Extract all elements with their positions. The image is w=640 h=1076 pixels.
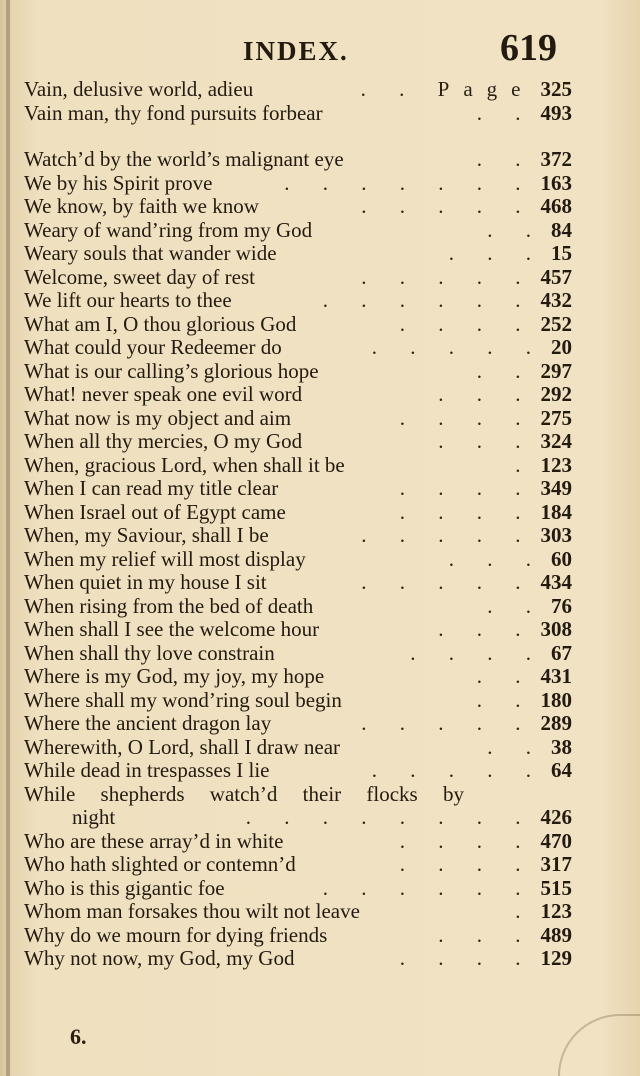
entry-title: Why do we mourn for dying friends bbox=[24, 922, 328, 947]
entry-page: 20 bbox=[551, 335, 572, 359]
entry-title: Vain, delusive world, adieu bbox=[24, 77, 254, 101]
index-entry bbox=[24, 736, 572, 760]
index-entry bbox=[24, 102, 572, 126]
page-number: 619 bbox=[500, 27, 557, 69]
index-entry bbox=[24, 430, 572, 454]
index-entry bbox=[24, 360, 572, 384]
dot-leader: . . . . . bbox=[361, 195, 535, 218]
index-entry bbox=[24, 548, 572, 572]
entry-title: Where the ancient dragon lay bbox=[24, 711, 272, 735]
index-entry-continuation bbox=[24, 806, 572, 830]
index-entry bbox=[24, 313, 572, 337]
entry-title: When my relief will most display bbox=[24, 546, 306, 571]
dot-leader: . . bbox=[487, 594, 545, 618]
index-entry bbox=[24, 219, 572, 243]
entry-title: When rising from the bed of death bbox=[24, 593, 314, 618]
entry-page: 303 bbox=[540, 523, 572, 547]
entry-page: 289 bbox=[540, 711, 572, 735]
entry-page: 67 bbox=[551, 640, 572, 665]
entry-title: Vain man, thy fond pursuits forbear bbox=[24, 100, 323, 125]
entry-page: 297 bbox=[540, 358, 572, 383]
index-entry bbox=[24, 853, 572, 877]
index-entry bbox=[24, 947, 572, 971]
page-header bbox=[0, 24, 640, 74]
index-entry bbox=[24, 900, 572, 924]
entry-title: What am I, O thou glorious God bbox=[24, 311, 297, 336]
entry-page: 129 bbox=[540, 946, 572, 970]
entry-title: Where shall my wond’ring soul begin bbox=[24, 687, 342, 712]
entry-page: 76 bbox=[551, 593, 572, 618]
index-entry bbox=[24, 407, 572, 431]
index-entry bbox=[24, 689, 572, 713]
index-entry bbox=[24, 336, 572, 360]
entry-title: Who are these array’d in white bbox=[24, 828, 284, 853]
dot-leader: . . bbox=[476, 665, 535, 688]
index-entry bbox=[24, 266, 572, 290]
dot-leader: . . . . . bbox=[371, 759, 545, 782]
entry-page: 434 bbox=[540, 570, 572, 594]
entry-page: 470 bbox=[540, 828, 572, 853]
entry-page: 60 bbox=[551, 546, 572, 571]
index-entry bbox=[24, 571, 572, 595]
entry-page: 372 bbox=[540, 147, 572, 171]
entry-title: When I can read my title clear bbox=[24, 476, 279, 500]
entry-page: 184 bbox=[540, 499, 572, 524]
entry-title: We by his Spirit prove bbox=[24, 170, 213, 195]
index-entry bbox=[24, 501, 572, 525]
signature-mark: 6. bbox=[70, 1024, 87, 1049]
entry-page: 515 bbox=[540, 875, 572, 900]
entry-title: While shepherds watch’d their flocks by bbox=[24, 781, 464, 806]
index-entry bbox=[24, 830, 572, 854]
dot-leader: . . . . bbox=[399, 947, 535, 970]
entry-title: Weary souls that wander wide bbox=[24, 241, 277, 265]
entry-page: 275 bbox=[540, 405, 572, 430]
entry-title: When quiet in my house I sit bbox=[24, 570, 267, 594]
entry-title: Weary of wand’ring from my God bbox=[24, 217, 313, 242]
dot-leader: . bbox=[515, 900, 535, 923]
entry-page: 123 bbox=[540, 899, 572, 923]
entry-title: When shall thy love constrain bbox=[24, 640, 275, 665]
dot-leader: . . . bbox=[438, 923, 535, 947]
dot-leader: . . . bbox=[448, 242, 545, 265]
dot-leader: . . . . . . bbox=[322, 876, 535, 900]
entry-title: Who hath slighted or contemn’d bbox=[24, 852, 296, 876]
index-entry bbox=[24, 665, 572, 689]
index-entry bbox=[24, 618, 572, 642]
entry-page: 493 bbox=[540, 100, 572, 125]
dot-leader: . . . . bbox=[399, 500, 535, 524]
entry-title: Why not now, my God, my God bbox=[24, 946, 295, 970]
dot-leader: . . . . . bbox=[361, 265, 535, 289]
dot-leader: . . Page bbox=[360, 78, 535, 101]
entry-title: When shall I see the welcome hour bbox=[24, 617, 320, 641]
entry-page: 431 bbox=[540, 664, 572, 688]
entry-title: When all thy mercies, O my God bbox=[24, 429, 303, 453]
entry-page: 15 bbox=[551, 241, 572, 265]
entry-title: Wherewith, O Lord, shall I draw near bbox=[24, 734, 341, 759]
dot-leader: . . . . bbox=[399, 829, 535, 853]
entry-page: 163 bbox=[540, 170, 572, 195]
entry-page: 324 bbox=[540, 429, 572, 453]
entry-page: 457 bbox=[540, 264, 572, 289]
dot-leader: . . bbox=[476, 101, 535, 125]
entry-title: What is our calling’s glorious hope bbox=[24, 358, 319, 383]
index-entry bbox=[24, 454, 572, 478]
entry-title: Whom man forsakes thou wilt not leave bbox=[24, 899, 360, 923]
running-title: INDEX. bbox=[243, 36, 349, 66]
entry-page: 489 bbox=[540, 922, 572, 947]
index-entry bbox=[24, 642, 572, 666]
entry-page: 180 bbox=[540, 687, 572, 712]
entry-title: Who is this gigantic foe bbox=[24, 875, 225, 900]
entry-page: 432 bbox=[540, 288, 572, 312]
dot-leader: . . . . bbox=[399, 853, 535, 876]
entry-title: Where is my God, my joy, my hope bbox=[24, 664, 325, 688]
index-entry bbox=[24, 712, 572, 736]
dot-leader: . . . . bbox=[410, 641, 545, 665]
entry-page: 317 bbox=[540, 852, 572, 876]
book-spine-edge bbox=[6, 0, 10, 1076]
entry-page: 252 bbox=[540, 311, 572, 336]
entry-title: While dead in trespasses I lie bbox=[24, 758, 270, 782]
dot-leader: . . . . . bbox=[371, 336, 545, 359]
dot-leader: . . . . . . bbox=[322, 289, 535, 312]
index-entry bbox=[24, 759, 572, 783]
dot-leader: . . bbox=[487, 735, 545, 759]
entry-title: night bbox=[72, 805, 116, 829]
entry-page: 64 bbox=[551, 758, 572, 782]
dot-leader: . . . . . bbox=[361, 571, 535, 594]
index-entry bbox=[24, 148, 572, 172]
entry-title: When, gracious Lord, when shall it be bbox=[24, 452, 345, 477]
entry-title: What! never speak one evil word bbox=[24, 382, 303, 406]
entry-title: What could your Redeemer do bbox=[24, 335, 282, 359]
dot-leader: . . . . . . . . bbox=[245, 806, 535, 829]
index-entry bbox=[24, 877, 572, 901]
dot-leader: . . bbox=[476, 688, 535, 712]
entry-page: 123 bbox=[540, 452, 572, 477]
entry-title: Welcome, sweet day of rest bbox=[24, 264, 255, 289]
entry-page: 468 bbox=[540, 194, 572, 218]
dot-leader: . . . . bbox=[399, 477, 535, 500]
dot-leader: . . . bbox=[438, 430, 535, 453]
page-corner-fold bbox=[558, 1014, 640, 1076]
index-entry bbox=[24, 78, 572, 102]
entry-page: 38 bbox=[551, 734, 572, 759]
index-entry bbox=[24, 195, 572, 219]
index-entry bbox=[24, 595, 572, 619]
index-entry bbox=[24, 383, 572, 407]
entry-title: When Israel out of Egypt came bbox=[24, 499, 286, 524]
dot-leader: . . . . bbox=[399, 406, 535, 430]
dot-leader: . . . bbox=[448, 547, 545, 571]
entry-page: 325 bbox=[540, 77, 572, 101]
dot-leader: . . bbox=[476, 359, 535, 383]
dot-leader: . . . . . bbox=[361, 524, 535, 547]
index-entry bbox=[24, 172, 572, 196]
dot-leader: . . bbox=[476, 148, 535, 171]
index-list bbox=[24, 78, 572, 971]
index-entry bbox=[24, 289, 572, 313]
index-entry bbox=[24, 524, 572, 548]
index-entry bbox=[24, 783, 572, 807]
dot-leader: . . . . . . . bbox=[284, 171, 535, 195]
entry-title: When, my Saviour, shall I be bbox=[24, 523, 269, 547]
dot-leader: . . . bbox=[438, 618, 535, 641]
dot-leader: . . bbox=[487, 218, 545, 242]
index-entry bbox=[24, 242, 572, 266]
entry-title: We lift our hearts to thee bbox=[24, 288, 232, 312]
entry-title: What now is my object and aim bbox=[24, 405, 292, 430]
dot-leader: . bbox=[515, 453, 535, 477]
entry-page: 308 bbox=[540, 617, 572, 641]
index-entry bbox=[24, 477, 572, 501]
entry-page: 84 bbox=[551, 217, 572, 242]
entry-page: 292 bbox=[540, 382, 572, 406]
entry-page: 349 bbox=[540, 476, 572, 500]
dot-leader: . . . bbox=[438, 383, 535, 406]
dot-leader: . . . . bbox=[399, 312, 535, 336]
entry-page: 426 bbox=[540, 805, 572, 829]
entry-title: Watch’d by the world’s malignant eye bbox=[24, 147, 344, 171]
index-entry bbox=[24, 924, 572, 948]
entry-title: We know, by faith we know bbox=[24, 194, 259, 218]
dot-leader: . . . . . bbox=[361, 712, 535, 735]
